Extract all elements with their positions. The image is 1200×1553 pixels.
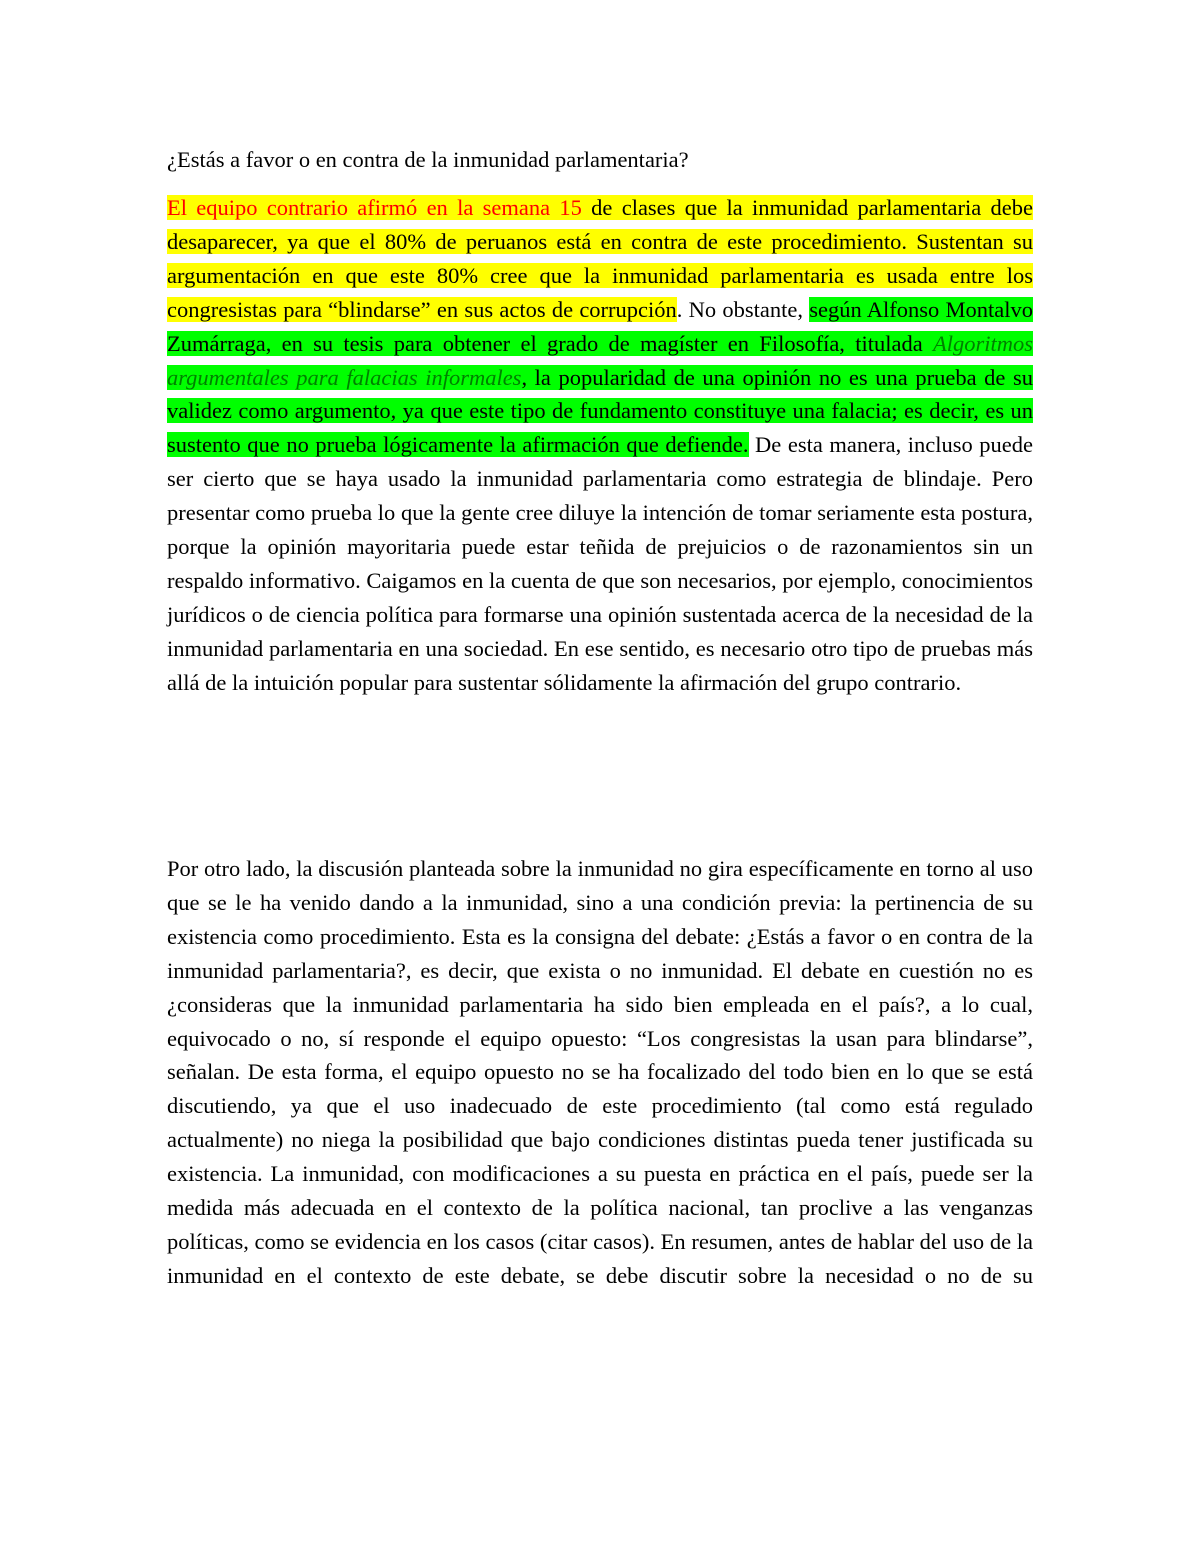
document-title: ¿Estás a favor o en contra de la inmunidad parlamentaria?: [167, 147, 689, 172]
thesis-title-italic: Algoritmos argumentales para falacias informales: [167, 330, 1033, 390]
plain-text-continuation: De esta manera, incluso puede ser cierto que se haya usado la inmunidad parlamentaria como estrategia de blindaje. Pero presentar como prueba lo que la gente cree diluye la intención de tomar seriamente esta postura, porque la opinión mayoritaria puede estar teñida de prejuicios o de razonamientos sin un respaldo informativo. Caigamos en la cuenta de que son necesarios, por ejemplo, conocimientos jurídicos o de ciencia política para formarse una opinión sustentada acerca de la necesidad de la inmunidad parlamentaria en una sociedad. En ese sentido, es necesario otro tipo de pruebas más allá de la intuición popular para sustentar sólidamente la afirmación del grupo contrario.: [167, 432, 1033, 695]
green-highlighted-text-1: según Alfonso Montalvo Zumárraga, en su tesis para obtener el grado de magíster en Filosofía, titulada: [167, 296, 1034, 356]
paragraph-2: Por otro lado, la discusión planteada sobre la inmunidad no gira específicamente en torno al uso que se le ha venido dando a la inmunidad, sino a una condición previa: la pertinencia de su existencia como procedimiento. Esta es la consigna del debate: ¿Estás a favor o en contra de la inmunidad parlamentaria?, es decir, que exista o no inmunidad. El debate en cuestión no es ¿consideras que la inmunidad parlamentaria ha sido bien empleada en el país?, a lo cual, equivocado o no, sí responde el equipo opuesto: “Los congresistas la usan para blindarse”, señalan. De esta forma, el equipo opuesto no se ha focalizado del todo bien en lo que se está discutiendo, ya que el uso inadecuado de este procedimiento (tal como está regulado actualmente) no niega la posibilidad que bajo condiciones distintas pueda tener justificada su existencia. La inmunidad, con modificaciones a su puesta en práctica en el país, puede ser la medida más adecuada en el contexto de la política nacional, tan proclive a las venganzas políticas, como se evidencia en los casos (citar casos). En resumen, antes de hablar del uso de la inmunidad en el contexto de este debate, se debe discutir sobre la necesidad o no de su: [167, 856, 1033, 1288]
yellow-highlighted-text: de clases que la inmunidad parlamentaria debe desaparecer, ya que el 80% de peruanos está en contra de este procedimiento. Sustentan su argumentación en que este 80% cree que la inmunidad parlamentaria es usada entre los congresistas para “blindarse” en sus actos de corrupción: [167, 195, 1033, 322]
red-highlighted-claim: El equipo contrario afirmó en la semana 15: [167, 195, 582, 220]
plain-text-transition: . No obstante,: [676, 296, 810, 322]
green-highlighted-text-2: , la popularidad de una opinión no es una prueba de su validez como argumento, ya que este tipo de fundamento constituye una falacia; es decir, es un sustento que no prueba lógicamente la afirmación que defiende.: [167, 364, 1034, 458]
paragraph-1: [167, 191, 1033, 700]
